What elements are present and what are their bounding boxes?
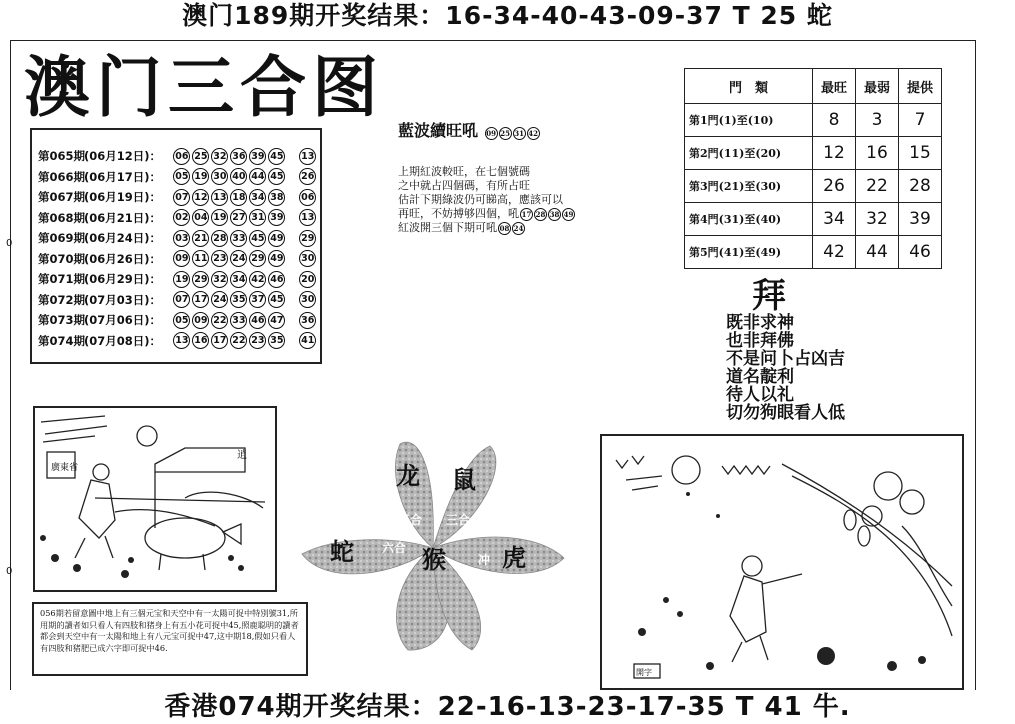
history-numbers: [173, 312, 285, 329]
special-number-ball: 26: [299, 168, 316, 185]
number-ball: 33: [230, 312, 247, 329]
number-ball: 02: [173, 209, 190, 226]
history-numbers: [173, 230, 285, 247]
petal-label-dragon: 龙: [396, 461, 420, 490]
petal-label-monkey: 猴: [422, 545, 446, 574]
scene-left-illustration: [33, 406, 277, 592]
prediction-line-text: 紅波開三個下期可吼: [398, 221, 497, 234]
prediction-line-text: 上期紅波較旺，在七個號碼: [398, 165, 530, 178]
history-row: [38, 228, 316, 249]
number-ball: 23: [249, 332, 266, 349]
prediction-ball: 08: [499, 224, 510, 233]
door-table-row: [685, 203, 942, 236]
history-date: (06月24日)：: [84, 231, 162, 246]
scene-right-illustration: [600, 434, 964, 690]
number-ball: 19: [211, 209, 228, 226]
door-range: 第3門(21)至(30): [685, 170, 813, 203]
door-cold: 16: [856, 137, 899, 170]
prediction-ball: 28: [535, 210, 546, 219]
number-ball: 35: [230, 291, 247, 308]
poem-line: 道名靛利: [726, 367, 794, 387]
history-date: (06月19日)：: [84, 190, 162, 205]
door-offer: 46: [899, 236, 942, 269]
history-row: [38, 187, 316, 208]
number-ball: 21: [192, 230, 209, 247]
page-title: 澳门三合图: [24, 48, 384, 126]
number-ball: 29: [192, 271, 209, 288]
door-table: [684, 68, 942, 269]
prediction-line: [398, 179, 575, 193]
section-title-balls: [484, 121, 540, 140]
number-ball: 24: [230, 250, 247, 267]
poem-line: 既非求神: [726, 313, 794, 333]
farm-scene-drawing: [35, 408, 275, 590]
door-offer: 39: [899, 203, 942, 236]
door-hot: 26: [813, 170, 856, 203]
history-date: (06月29日)：: [84, 272, 162, 287]
header-hot: 最旺: [813, 69, 856, 104]
door-range: 第4門(31)至(40): [685, 203, 813, 236]
history-issue: 第071期: [38, 272, 86, 287]
number-ball: 22: [230, 332, 247, 349]
special-number-ball: 13: [299, 209, 316, 226]
number-ball: 18: [230, 189, 247, 206]
number-ball: 06: [173, 148, 190, 165]
poem-line: 不是问卜占凶吉: [726, 349, 845, 369]
history-row: [38, 249, 316, 270]
door-range: 第5門(41)至(49): [685, 236, 813, 269]
poem-line: 待人以礼: [726, 385, 794, 405]
special-number-ball: 20: [299, 271, 316, 288]
number-ball: 05: [173, 168, 190, 185]
number-ball: 24: [211, 291, 228, 308]
number-ball: 29: [249, 250, 266, 267]
door-cold: 3: [856, 104, 899, 137]
history-issue: 第070期: [38, 251, 86, 266]
number-ball: 22: [211, 312, 228, 329]
history-row: [38, 167, 316, 188]
number-ball: 28: [211, 230, 228, 247]
number-ball: 27: [230, 209, 247, 226]
petal-top-right: [433, 446, 496, 548]
petal-label-snake: 蛇: [330, 537, 354, 566]
number-ball: 45: [268, 148, 285, 165]
number-ball: 34: [230, 271, 247, 288]
side-mark-bottom: 0: [6, 566, 13, 577]
special-number-ball: 41: [299, 332, 316, 349]
history-date: (07月06日)：: [84, 313, 162, 328]
number-ball: 37: [249, 291, 266, 308]
history-issue: 第074期: [38, 333, 86, 348]
number-ball: 46: [249, 312, 266, 329]
special-number-ball: 29: [299, 230, 316, 247]
zodiac-flower: [296, 436, 570, 658]
history-numbers: [173, 209, 285, 226]
number-ball: 32: [211, 271, 228, 288]
relation-label-4: 冲: [478, 553, 491, 567]
number-ball: 09: [173, 250, 190, 267]
history-date: (07月03日)：: [84, 292, 162, 307]
title-ball: 42: [528, 129, 538, 138]
header-cold: 最弱: [856, 69, 899, 104]
door-hot: 8: [813, 104, 856, 137]
side-mark-top: 0: [6, 238, 13, 249]
door-offer: 7: [899, 104, 942, 137]
prediction-ball: 49: [563, 210, 574, 219]
number-ball: 47: [268, 312, 285, 329]
door-table-row: [685, 236, 942, 269]
number-ball: 12: [192, 189, 209, 206]
number-ball: 16: [192, 332, 209, 349]
number-ball: 13: [173, 332, 190, 349]
number-ball: 45: [268, 291, 285, 308]
number-ball: 23: [211, 250, 228, 267]
door-table-row: [685, 137, 942, 170]
history-numbers: [173, 189, 285, 206]
number-ball: 30: [211, 168, 228, 185]
history-date: (06月12日)：: [84, 149, 162, 164]
history-date: (06月21日)：: [84, 210, 162, 225]
header-category: 門 類: [685, 69, 813, 104]
special-number-ball: 06: [299, 189, 316, 206]
relation-label-1: 三合: [398, 513, 423, 527]
door-table-header: [685, 69, 942, 104]
history-date: (06月17日)：: [84, 169, 162, 184]
child-scene-drawing: [602, 436, 962, 688]
history-row: [38, 269, 316, 290]
number-ball: 19: [192, 168, 209, 185]
history-numbers: [173, 332, 285, 349]
number-ball: 17: [192, 291, 209, 308]
door-table-row: [685, 104, 942, 137]
number-ball: 04: [192, 209, 209, 226]
title-ball: 25: [500, 129, 510, 138]
history-issue: 第066期: [38, 169, 86, 184]
history-issue: 第067期: [38, 190, 86, 205]
number-ball: 17: [211, 332, 228, 349]
door-range: 第1門(1)至(10): [685, 104, 813, 137]
number-ball: 49: [268, 250, 285, 267]
prediction-line: [398, 165, 575, 179]
history-row: [38, 310, 316, 331]
prediction-ball: 17: [521, 210, 532, 219]
poem-line: 切勿狗眼看人低: [726, 403, 845, 423]
note-box: 056期若留意圖中地上有三個元宝和天空中有一太陽可捉中特別號31,所用期的讀者如只看人有四肢和猪身上有五小花可捉中45,照鹿聪明的讀者都会到天空中有一太陽和地上有八元宝可捉中47,这中期18,假如只看人有四肢和猪肥已成六字即可捉中46.: [32, 602, 308, 676]
history-numbers: [173, 148, 285, 165]
section-title-text: 藍波續旺吼: [398, 121, 479, 140]
relation-label-3: 六合: [382, 541, 407, 555]
prediction-text: [398, 165, 575, 235]
bottom-result-banner: 香港074期开奖结果：22-16-13-23-17-35 T 41 牛.: [0, 690, 1015, 724]
door-hot: 34: [813, 203, 856, 236]
special-number-ball: 13: [299, 148, 316, 165]
prediction-line: [398, 207, 575, 221]
section-title: [398, 118, 540, 141]
number-ball: 25: [192, 148, 209, 165]
history-numbers: [173, 250, 285, 267]
door-cold: 44: [856, 236, 899, 269]
number-ball: 40: [230, 168, 247, 185]
top-result-banner: 澳门189期开奖结果：16-34-40-43-09-37 T 25 蛇: [182, 1, 833, 30]
number-ball: 07: [173, 291, 190, 308]
door-offer: 15: [899, 137, 942, 170]
history-row: [38, 290, 316, 311]
title-ball: 09: [486, 129, 496, 138]
prediction-ball: 38: [549, 210, 560, 219]
history-numbers: [173, 271, 285, 288]
number-ball: 46: [268, 271, 285, 288]
number-ball: 07: [173, 189, 190, 206]
number-ball: 36: [230, 148, 247, 165]
history-list: [38, 146, 316, 351]
door-hot: 42: [813, 236, 856, 269]
history-issue: 第069期: [38, 231, 86, 246]
poem-line: 也非拜佛: [726, 331, 794, 351]
number-ball: 32: [211, 148, 228, 165]
door-offer: 28: [899, 170, 942, 203]
history-issue: 第072期: [38, 292, 86, 307]
history-results-box: [30, 128, 322, 364]
number-ball: 38: [268, 189, 285, 206]
door-range: 第2門(11)至(20): [685, 137, 813, 170]
number-ball: 11: [192, 250, 209, 267]
history-date: (07月08日)：: [84, 333, 162, 348]
scene-left-mark: 逍: [237, 450, 247, 461]
history-row: [38, 331, 316, 352]
number-ball: 44: [249, 168, 266, 185]
prediction-line: [398, 221, 575, 235]
number-ball: 35: [268, 332, 285, 349]
number-ball: 33: [230, 230, 247, 247]
petal-top-left: [395, 442, 433, 548]
number-ball: 39: [249, 148, 266, 165]
number-ball: 31: [249, 209, 266, 226]
special-number-ball: 30: [299, 291, 316, 308]
history-issue: 第065期: [38, 149, 86, 164]
door-hot: 12: [813, 137, 856, 170]
special-number-ball: 30: [299, 250, 316, 267]
history-issue: 第068期: [38, 210, 86, 225]
prediction-line-text: 估計下期綠波仍可睇高，應該可以: [398, 193, 563, 206]
door-cold: 22: [856, 170, 899, 203]
number-ball: 39: [268, 209, 285, 226]
prediction-line-text: 之中就占四個碼，有所占旺: [398, 179, 530, 192]
poem: [726, 314, 845, 422]
door-cold: 32: [856, 203, 899, 236]
prediction-line: [398, 193, 575, 207]
scene-right-label: 開字: [636, 668, 652, 677]
number-ball: 49: [268, 230, 285, 247]
number-ball: 45: [268, 168, 285, 185]
number-ball: 09: [192, 312, 209, 329]
number-ball: 42: [249, 271, 266, 288]
number-ball: 03: [173, 230, 190, 247]
number-ball: 34: [249, 189, 266, 206]
number-ball: 05: [173, 312, 190, 329]
poem-title: 拜: [752, 276, 786, 316]
history-row: [38, 208, 316, 229]
header-offer: 提供: [899, 69, 942, 104]
number-ball: 45: [249, 230, 266, 247]
title-ball: 31: [514, 129, 524, 138]
number-ball: 13: [211, 189, 228, 206]
petal-label-tiger: 虎: [502, 543, 526, 572]
history-row: [38, 146, 316, 167]
petal-label-rat: 鼠: [452, 465, 476, 494]
history-issue: 第073期: [38, 313, 86, 328]
door-table-row: [685, 170, 942, 203]
prediction-ball: 24: [513, 224, 524, 233]
history-numbers: [173, 168, 285, 185]
special-number-ball: 36: [299, 312, 316, 329]
number-ball: 19: [173, 271, 190, 288]
relation-label-2: 三合: [446, 513, 471, 527]
scene-left-sign: 廣東省: [51, 463, 79, 473]
history-numbers: [173, 291, 285, 308]
history-date: (06月26日)：: [84, 251, 162, 266]
prediction-line-text: 再旺，不妨搏够四個，吼: [398, 207, 519, 220]
